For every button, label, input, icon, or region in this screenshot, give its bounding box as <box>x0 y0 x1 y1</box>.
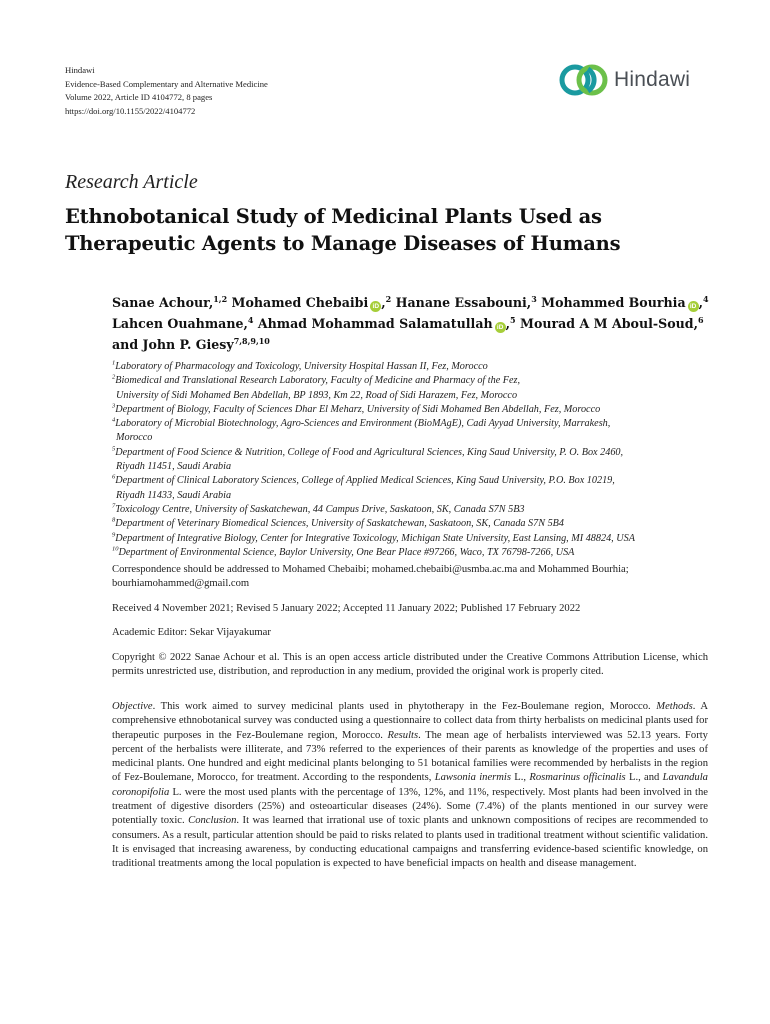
logo-text: Hindawi <box>614 68 691 91</box>
affiliation-item: $^2$Biomedical and Translational Research Laboratory, Faculty of Medicine and Pharmacy of the Fez, University of Sidi Mohamed Ben Abdellah, BP 1893, Km 22, Road of Sidi Harazem, Fez, Morocco <box>112 373 521 401</box>
author-list <box>112 292 732 355</box>
author-name: Hanane Essabouni,$^3$ <box>395 293 537 310</box>
affiliation-item: $^1$Laboratory of Pharmacology and Toxicology, University Hospital Hassan II, Fez, Morocco <box>112 359 488 372</box>
hindawi-logo <box>558 63 690 97</box>
affiliations <box>112 360 712 560</box>
article-type: Research Article <box>65 171 198 193</box>
publication-dates: Received 4 November 2021; Revised 5 January 2022; Accepted 11 January 2022; Published 17 February 2022 <box>112 603 581 614</box>
author-name: Mohamed Chebaibi iD ,$^2$ <box>231 293 392 310</box>
orcid-icon[interactable]: iD <box>688 301 699 312</box>
methods-label: Methods <box>656 701 693 712</box>
orcid-icon[interactable]: iD <box>370 301 381 312</box>
orcid-icon[interactable]: iD <box>495 322 506 333</box>
author-name: Mohammed Bourhia iD ,$^4$ <box>541 293 709 310</box>
affiliation-item: $^5$Department of Food Science & Nutrition, College of Food and Agricultural Sciences, King Saud University, P. O. Box 2460, Riyadh 11451, Saudi Arabia <box>112 445 624 473</box>
author-name: Mourad A M Aboul-Soud,$^6$ <box>520 314 704 331</box>
author-name: Lahcen Ouahmane,$^4$ <box>112 314 254 331</box>
journal-info <box>65 64 268 118</box>
affiliation-item: $^6$Department of Clinical Laboratory Sciences, College of Applied Medical Sciences, King Saud University, P.O. Box 10219, Riyadh 11433, Saudi Arabia <box>112 473 615 501</box>
affiliation-item: $^8$Department of Veterinary Biomedical Sciences, University of Saskatchewan, Saskatoon, SK, Canada S7N 5B4 <box>112 516 564 530</box>
results-label: Results <box>387 729 419 741</box>
journal-name: Evidence-Based Complementary and Alternative Medicine <box>65 78 268 89</box>
affiliation-item: $^{10}$Department of Environmental Science, Baylor University, One Bear Place #97266, Waco, TX 76798-7266, USA <box>112 545 575 558</box>
affiliation-item: $^3$Department of Biology, Faculty of Sciences Dhar El Meharz, University of Sidi Mohamed Ben Abdellah, Fez, Morocco <box>112 402 601 415</box>
author-name: Sanae Achour,$^{1,2}$ <box>112 293 228 310</box>
affiliation-item: $^7$Toxicology Centre, University of Saskatchewan, 44 Campus Drive, Saskatoon, SK, Canada S7N 5B3 <box>112 502 525 515</box>
author-name: Ahmad Mohammad Salamatullah iD ,$^5$ <box>257 314 516 331</box>
hindawi-rings-logo-icon <box>558 63 610 97</box>
volume-line: Volume 2022, Article ID 4104772, 8 pages <box>65 92 213 102</box>
affiliation-item: $^9$Department of Integrative Biology, Center for Integrative Toxicology, Michigan State University, East Lansing, MI 48824, USA <box>112 531 635 544</box>
affiliation-item: $^4$Laboratory of Microbial Biotechnology, Agro-Sciences and Environment (BioMAgE), Cadi Ayyad University, Marrakesh, Morocco <box>112 416 611 444</box>
author-name: and John P. Giesy$^{7,8,9,10}$ <box>112 335 270 352</box>
doi-link[interactable]: https://doi.org/10.1155/2022/4104772 <box>65 105 196 116</box>
publisher-name: Hindawi <box>65 65 95 75</box>
conclusion-label: Conclusion <box>188 815 237 827</box>
correspondence: Correspondence should be addressed to Mohamed Chebaibi; mohamed.chebaibi@usmba.ac.ma and Mohammed Bourhia; bourhiamohammed@gmail.com <box>112 564 629 590</box>
article-title: Ethnobotanical Study of Medicinal Plants Used as Therapeutic Agents to Manage Diseases of Humans <box>65 205 621 255</box>
copyright-notice: Copyright © 2022 Sanae Achour et al. This is an open access article distributed under the Creative Commons Attribution License, which permits unrestricted use, distribution, and reproduction in any medium, provided the original work is properly cited. <box>112 652 708 678</box>
objective-label: Objective <box>112 701 153 712</box>
academic-editor: Academic Editor: Sekar Vijayakumar <box>112 627 271 638</box>
abstract: Objective. This work aimed to survey medicinal plants used in phytotherapy in the Fez-Boulemane region, Morocco. Methods. A comprehensive ethnobotanical survey was conducted using a questionnaire to collect data from thirty herbalists on medicinal plants used for therapeutic purposes in the Fez-Boulemane region, Morocco. Results. The mean age of herbalists interviewed was 52.13 years. Forty percent of the herbalists were illiterate, and 73% referred to the experiences of their parents as knowledge of the properties and uses of medicinal plants. One hundred and eight medicinal plants belonging to 51 botanical families were recommended by herbalists in the region of Fez-Boulemane, Morocco, for treatment. According to the respondents, Lawsonia inermis L., Rosmarinus officinalis L., and Lavandula coronopifolia L. were the most used plants with the percentage of 13%, 12%, and 11%, respectively. Most plants had been involved in the treatment of digestive disorders (25%) and osteoarticular diseases (24%). Some (7.4%) of the plants mentioned in our survey were potentially toxic. Conclusion. It was learned that irrational use of toxic plants and unknown compositions of recipes are recommended to consumers. As a result, particular attention should be paid to risks related to plants used in traditional treatment without scientific validation. It is envisaged that increasing awareness, by conducting educational campaigns and transferring evidence-based scientific knowledge, on traditional treatments among the local population is expected to have beneficial impacts on health and disease management. <box>112 701 708 870</box>
